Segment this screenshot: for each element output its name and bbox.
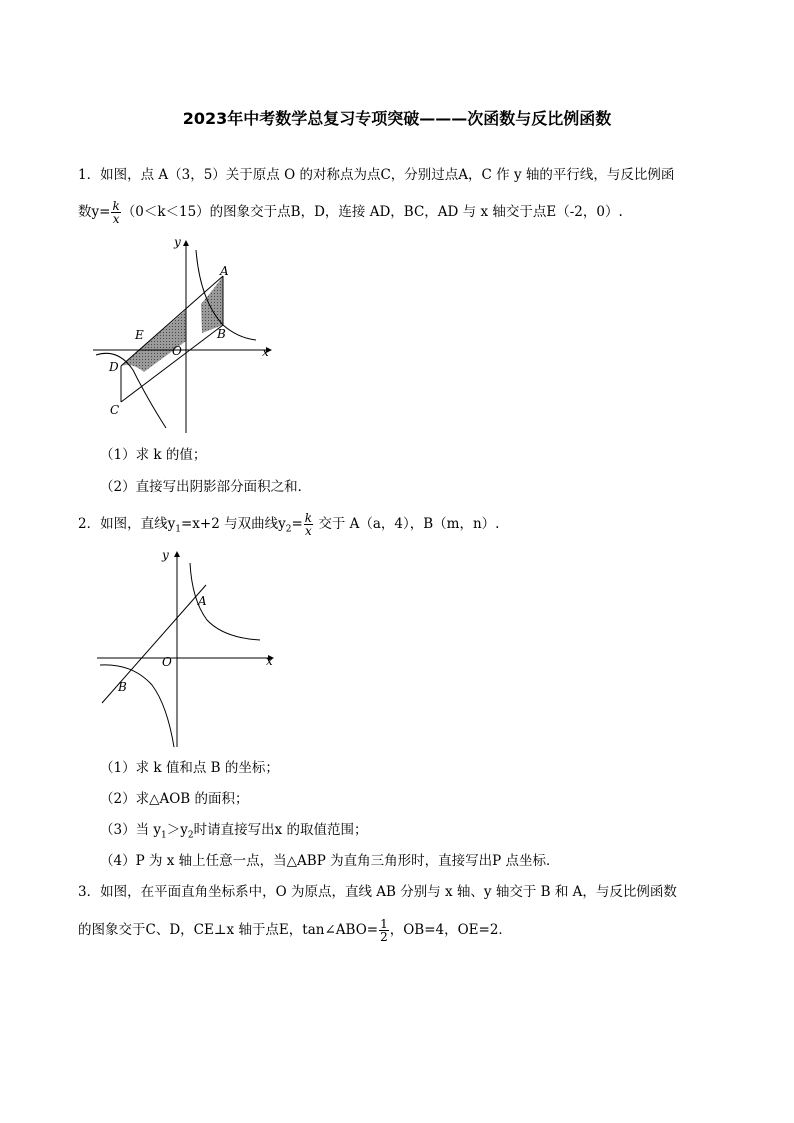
problem-1-line-2-suffix: （0＜k＜15）的图象交于点B，D，连接 AD，BC，AD 与 x 轴交于点E（-2，0）. — [121, 204, 623, 220]
y-axis-arrow — [174, 551, 180, 557]
problem-2-question-1: （1）求 k 值和点 B 的坐标； — [100, 760, 279, 776]
label-O: O — [172, 344, 182, 358]
label-x: x — [266, 654, 273, 668]
problem-3-line-2 — [78, 918, 512, 943]
p2-q3-sub-1: 1 — [161, 830, 167, 841]
problem-1-question-2: （2）直接写出阴影部分面积之和． — [100, 479, 312, 495]
problem-2-question-4: （4）P 为 x 轴上任意一点，当△ABP 为直角三角形时，直接写出P 点坐标． — [100, 853, 560, 869]
p2-prefix: 2．如图，直线y — [78, 516, 176, 532]
problem-1-line-2 — [78, 200, 623, 225]
figure-1 — [88, 230, 278, 435]
label-D: D — [109, 360, 119, 374]
fraction-k-over-x — [111, 200, 120, 225]
problem-2-question-3 — [100, 820, 368, 846]
fraction-one-half — [379, 918, 389, 943]
fraction-numerator: k — [304, 511, 313, 525]
p2-q3-b: ＞y — [166, 822, 188, 838]
shaded-region-left — [121, 310, 186, 372]
hyperbola-branch-lower — [100, 665, 174, 747]
problem-2-question-2: （2）求△AOB 的面积； — [100, 791, 249, 807]
problem-1-question-1: （1）求 k 的值； — [100, 447, 207, 463]
y-axis-arrow — [183, 240, 189, 246]
p2-q3-sub-2: 2 — [187, 830, 194, 841]
p2-q3-a: （3）当 y — [100, 822, 162, 838]
label-O: O — [162, 655, 172, 669]
fraction-numerator: k — [112, 199, 120, 213]
fraction-numerator: 1 — [380, 917, 388, 931]
label-A: A — [198, 594, 207, 608]
p3-line-2-prefix: 的图象交于C、D，CE⊥x 轴于点E，tan∠ABO= — [78, 922, 379, 938]
fraction-denominator: x — [305, 524, 312, 538]
label-B: B — [217, 327, 226, 341]
p2-q3-c: 时请直接写出x 的取值范围； — [193, 822, 368, 838]
p3-line-2-suffix: ，OB=4，OE=2． — [389, 922, 512, 938]
figure-2 — [92, 545, 282, 750]
shaded-region-right — [201, 276, 223, 333]
label-y: y — [162, 548, 169, 562]
page-title: 2023年中考数学总复习专项突破———次函数与反比例函数 — [182, 109, 612, 128]
fraction-denominator: x — [112, 212, 120, 226]
label-y: y — [174, 235, 181, 249]
p2-mid: =x+2 与双曲线y — [180, 516, 286, 532]
p2-sub-1: 1 — [175, 524, 181, 535]
p2-eq: = — [291, 516, 303, 532]
label-B: B — [118, 680, 127, 694]
problem-1-line-2-prefix: 数y= — [78, 204, 111, 220]
problem-3-line-1: 3．如图，在平面直角坐标系中，O 为原点，直线 AB 分别与 x 轴、y 轴交于 B 和 A，与反比例函数 — [78, 884, 677, 900]
label-A: A — [220, 264, 229, 278]
fraction-k-over-x-2 — [304, 512, 313, 537]
p2-suffix: 交于 A（a，4），B（m，n）. — [314, 516, 500, 532]
p2-sub-2: 2 — [285, 524, 292, 535]
problem-2-statement — [78, 512, 499, 540]
label-C: C — [110, 403, 120, 417]
problem-1-line-1: 1．如图，点 A（3，5）关于原点 O 的对称点为点C，分别过点A，C 作 y 轴的平行线，与反比例函 — [78, 167, 675, 183]
label-x: x — [262, 345, 269, 359]
fraction-denominator: 2 — [380, 930, 388, 944]
label-E: E — [135, 328, 144, 342]
